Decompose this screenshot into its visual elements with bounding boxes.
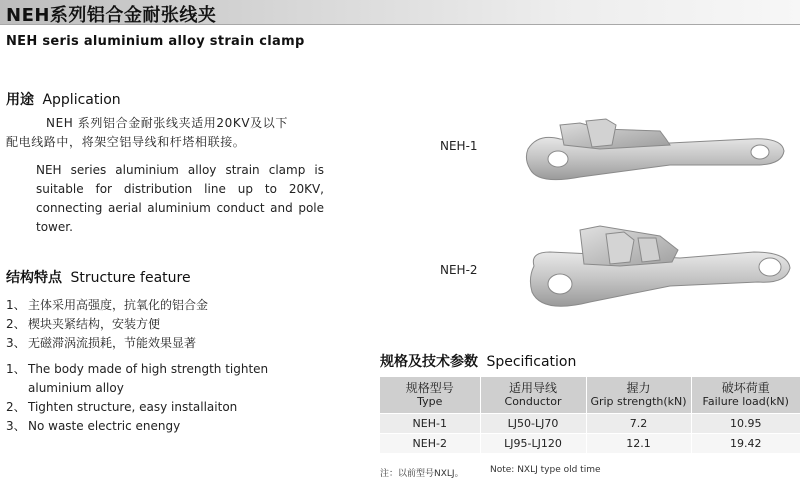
table-cell: LJ95-LJ120 (480, 434, 586, 454)
neh2-clamp-image (520, 222, 792, 317)
table-cell: 7.2 (586, 414, 691, 434)
list-item (6, 296, 326, 315)
specification-heading-en: Specification (486, 354, 576, 370)
application-text-en (6, 161, 324, 237)
column-header-failure-load (691, 377, 800, 414)
table-cell: LJ50-LJ70 (480, 414, 586, 434)
page-subtitle: NEH seris aluminium alloy strain clamp (6, 34, 305, 49)
specification-heading-cn: 规格及技术参数 (380, 354, 478, 370)
specification-table (380, 377, 800, 453)
application-text-cn-line1: NEH 系列铝合金耐张线夹适用20KV及以下 (6, 114, 321, 133)
list-text: No waste electric enengy (28, 417, 180, 436)
list-text: 楔块夹紧结构，安装方便 (28, 315, 160, 334)
header-cn: 适用导线 (481, 381, 586, 395)
note-en: Note: NXLJ type old time (490, 465, 601, 475)
table-row (380, 414, 800, 434)
list-number: 2、 (6, 315, 28, 334)
list-text: 无磁滞涡流损耗，节能效果显著 (28, 334, 196, 353)
note-cn: 注：以前型号NXLJ。 (380, 466, 464, 479)
table-cell: 10.95 (691, 414, 800, 434)
list-number: 1、 (6, 360, 28, 398)
product-label-neh2: NEH-2 (440, 263, 478, 277)
header-en: Type (380, 395, 480, 409)
header-en: Grip strength(kN) (587, 395, 691, 409)
feature-list-en (6, 360, 326, 436)
header-cn: 握力 (587, 381, 691, 395)
neh1-clamp-image (520, 115, 790, 193)
column-header-grip-strength (586, 377, 691, 414)
table-cell: NEH-2 (380, 434, 480, 454)
table-cell: NEH-1 (380, 414, 480, 434)
feature-list-cn (6, 296, 326, 353)
table-header-row (380, 377, 800, 414)
product-label-neh1: NEH-1 (440, 139, 478, 153)
list-number: 3、 (6, 417, 28, 436)
list-item (6, 360, 326, 398)
application-text-cn-line2: 配电线路中，将架空铝导线和杆塔相联接。 (6, 133, 321, 152)
list-number: 1、 (6, 296, 28, 315)
application-heading (6, 89, 121, 109)
page-title: NEH系列铝合金耐张线夹 (6, 1, 216, 27)
list-item (6, 417, 326, 436)
header-en: Conductor (481, 395, 586, 409)
structure-heading-cn: 结构特点 (6, 270, 62, 286)
list-text: 主体采用高强度，抗氧化的铝合金 (28, 296, 208, 315)
column-header-conductor (480, 377, 586, 414)
application-text-cn (6, 114, 321, 152)
table-cell: 12.1 (586, 434, 691, 454)
list-number: 3、 (6, 334, 28, 353)
list-number: 2、 (6, 398, 28, 417)
header-en: Failure load(kN) (692, 395, 800, 409)
application-heading-cn: 用途 (6, 92, 34, 108)
list-item (6, 315, 326, 334)
list-text: The body made of high strength tighten aluminium alloy (28, 360, 326, 398)
structure-heading-en: Structure feature (70, 270, 190, 286)
header-cn: 规格型号 (380, 381, 480, 395)
specification-heading (380, 351, 576, 371)
application-heading-en: Application (42, 92, 120, 108)
table-row (380, 434, 800, 454)
header-cn: 破坏荷重 (692, 381, 800, 395)
structure-heading (6, 267, 191, 287)
list-text: Tighten structure, easy installaiton (28, 398, 237, 417)
table-cell: 19.42 (691, 434, 800, 454)
column-header-type (380, 377, 480, 414)
list-item (6, 398, 326, 417)
application-text-en-body: NEH series aluminium alloy strain clamp is suitable for distribution line up to 20KV, connecting aerial aluminium conduct and pole tower. (6, 161, 324, 237)
list-item (6, 334, 326, 353)
